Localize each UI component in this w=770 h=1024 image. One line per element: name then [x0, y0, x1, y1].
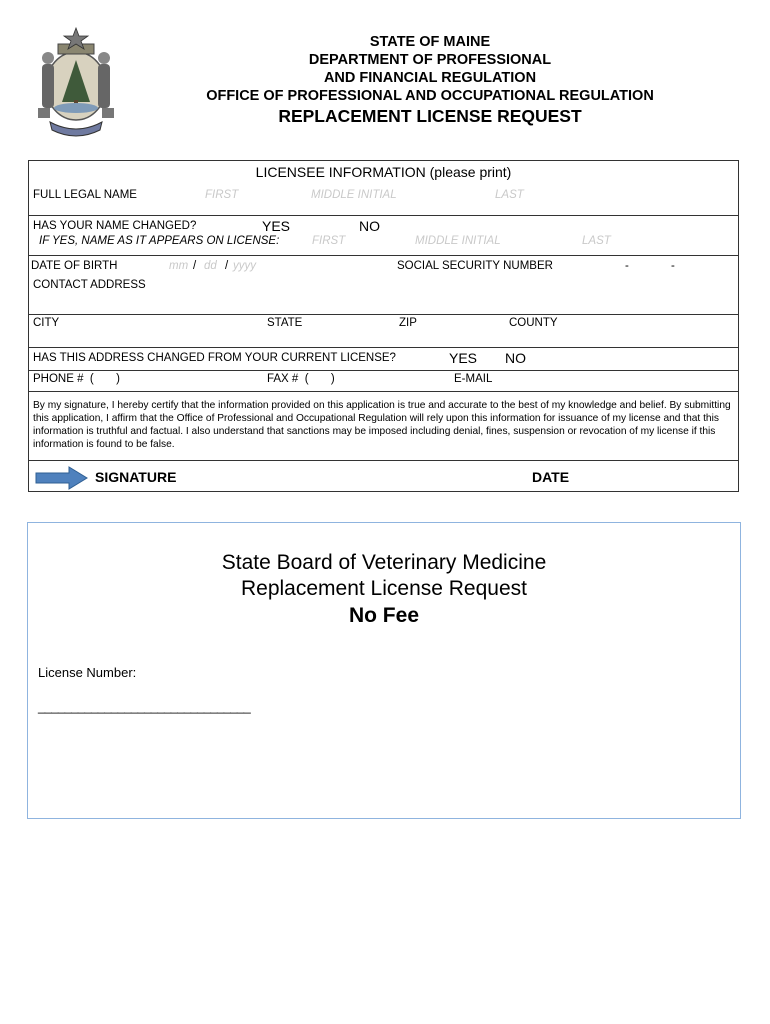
page-title: REPLACEMENT LICENSE REQUEST: [278, 106, 582, 126]
name-on-license-label: IF YES, NAME AS IT APPEARS ON LICENSE:: [39, 235, 280, 247]
divider: [29, 391, 738, 392]
middle-initial-field[interactable]: MIDDLE INITIAL: [311, 189, 397, 201]
ssn-dash: -: [671, 260, 675, 272]
ssn-dash: -: [625, 260, 629, 272]
licensee-information-form: [28, 160, 739, 492]
header-office: OFFICE OF PROFESSIONAL AND OCCUPATIONAL REGULATION: [206, 88, 654, 104]
zip-label: ZIP: [399, 317, 417, 329]
fax-label: FAX # ( ): [267, 373, 335, 385]
header-department-line1: DEPARTMENT OF PROFESSIONAL: [308, 52, 552, 68]
name-changed-label: HAS YOUR NAME CHANGED?: [33, 220, 197, 232]
phone-label: PHONE # ( ): [33, 373, 120, 385]
fee-text: No Fee: [348, 604, 419, 627]
dob-separator: /: [193, 260, 197, 272]
divider: [29, 347, 738, 348]
previous-first-name-field[interactable]: FIRST: [312, 235, 346, 247]
name-changed-no-option[interactable]: NO: [359, 218, 380, 234]
contact-address-label: CONTACT ADDRESS: [33, 279, 146, 291]
license-number-line[interactable]: ________________________________: [38, 699, 251, 714]
divider: [29, 215, 738, 216]
name-changed-yes-option[interactable]: YES: [262, 218, 291, 234]
section-title: LICENSEE INFORMATION (please print): [255, 164, 512, 180]
email-label: E-MAIL: [454, 373, 493, 385]
ssn-label: SOCIAL SECURITY NUMBER: [397, 260, 553, 272]
first-name-field[interactable]: FIRST: [205, 189, 239, 201]
date-label: DATE: [532, 469, 570, 485]
signature-label: SIGNATURE: [95, 469, 177, 485]
dob-month-field[interactable]: mm: [169, 260, 189, 272]
header-state: STATE OF MAINE: [369, 34, 491, 50]
dob-year-field[interactable]: yyyy: [233, 260, 256, 272]
divider: [29, 314, 738, 315]
dob-day-field[interactable]: dd: [204, 260, 217, 272]
address-changed-no-option[interactable]: NO: [505, 350, 526, 366]
previous-last-name-field[interactable]: LAST: [582, 235, 611, 247]
last-name-field[interactable]: LAST: [495, 189, 524, 201]
address-changed-label: HAS THIS ADDRESS CHANGED FROM YOUR CURRENT LICENSE?: [33, 352, 396, 364]
previous-middle-initial-field[interactable]: MIDDLE INITIAL: [415, 235, 501, 247]
state-label: STATE: [267, 317, 303, 329]
address-changed-yes-option[interactable]: YES: [449, 350, 478, 366]
full-legal-name-label: FULL LEGAL NAME: [33, 189, 137, 201]
board-info-box: [27, 522, 741, 819]
divider: [29, 460, 738, 461]
board-request-title: Replacement License Request: [240, 577, 527, 600]
divider: [29, 255, 738, 256]
state-seal-icon: [28, 24, 124, 142]
arrow-right-icon: [35, 466, 89, 490]
license-number-label: License Number:: [38, 665, 137, 680]
board-name: State Board of Veterinary Medicine: [221, 551, 547, 574]
dob-separator: /: [225, 260, 229, 272]
header-department-line2: AND FINANCIAL REGULATION: [323, 70, 537, 86]
certification-text: By my signature, I hereby certify that the information provided on this application is true and accurate to the best of my knowledge and belief. By submitting this application, I affirm that the Office of Professional and Occupational Regulation will rely upon this information for issuance of my license and that this information is truthful and factual. I also understand that sanctions may be imposed including denial, fines, suspension or revocation of my license if this information is found to be false.: [33, 400, 731, 450]
county-label: COUNTY: [509, 317, 558, 329]
divider: [29, 370, 738, 371]
date-of-birth-label: DATE OF BIRTH: [31, 260, 118, 272]
city-label: CITY: [33, 317, 60, 329]
